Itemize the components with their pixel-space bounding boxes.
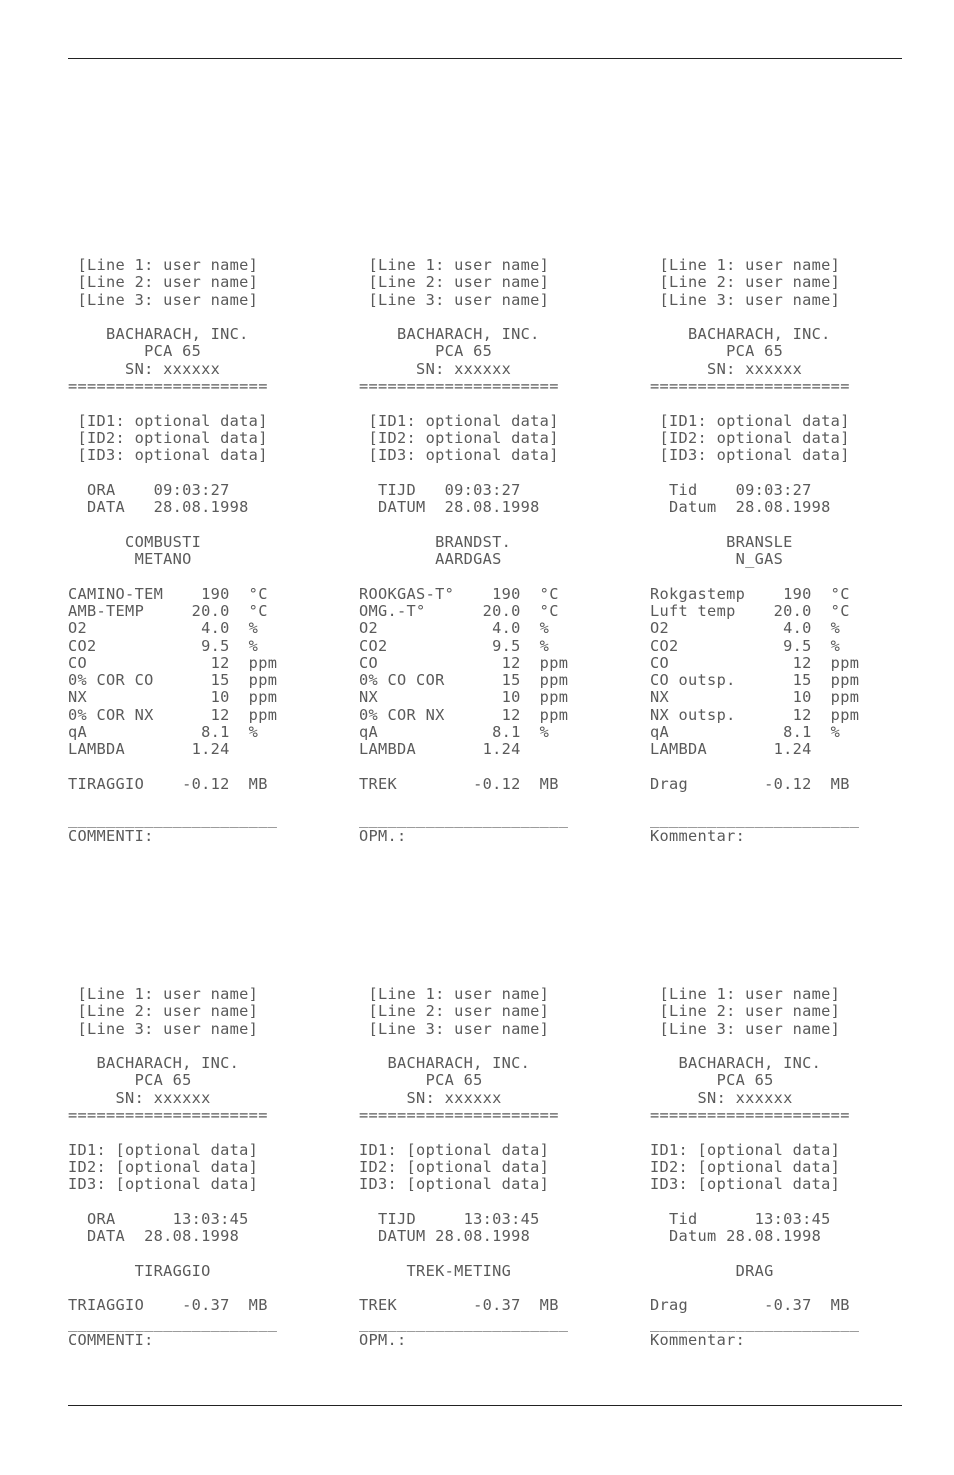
printout-line: LAMBDA 1.24 (359, 740, 521, 759)
printout-line: [ID3: optional data] (68, 446, 268, 465)
printout-line: N_GAS (650, 550, 784, 569)
printout-line: [ID3: optional data] (359, 446, 559, 465)
printout-line (68, 1194, 318, 1211)
printout-line: ______________________ (68, 809, 278, 828)
printout-line: CO 12 ppm (68, 653, 278, 672)
printout-line: ______________________ (359, 1313, 569, 1332)
printout-norwegian-combustion (650, 257, 900, 845)
printout-line (359, 1280, 609, 1297)
printout-line (68, 1038, 318, 1055)
printout-line: DATUM 28.08.1998 (359, 498, 540, 517)
printout-line: [Line 2: user name] (650, 273, 841, 292)
printout-line: ID1: [optional data] (359, 1140, 550, 1159)
printout-line: DATA 28.08.1998 (68, 1227, 240, 1246)
printout-line: METANO (68, 550, 192, 569)
printout-line: CO outsp. 15 ppm (650, 671, 860, 690)
printout-line: TREK -0.12 MB (359, 774, 559, 793)
printout-line: DRAG (650, 1261, 774, 1280)
printout-line: Datum 28.08.1998 (650, 498, 831, 517)
printout-line: Tid 09:03:27 (650, 480, 812, 499)
printout-line: NX outsp. 12 ppm (650, 705, 860, 724)
printout-line (68, 759, 318, 776)
printout-line: PCA 65 (68, 1071, 192, 1090)
printout-line: ===================== (650, 1106, 850, 1125)
printout-line: CO2 9.5 % (359, 636, 550, 655)
printout-line: CO 12 ppm (359, 653, 569, 672)
printout-line (359, 395, 609, 412)
printout-line: Kommentar: (650, 1330, 746, 1349)
printout-line: [Line 2: user name] (68, 1002, 259, 1021)
printout-line: CO2 9.5 % (650, 636, 841, 655)
printout-line: ID2: [optional data] (68, 1157, 259, 1176)
printout-line (650, 793, 900, 810)
printout-line: LAMBDA 1.24 (68, 740, 230, 759)
printout-line: OMG.-T° 20.0 °C (359, 601, 559, 620)
printout-italian-draft (68, 986, 318, 1349)
printout-line (359, 793, 609, 810)
printout-line: ===================== (68, 1106, 268, 1125)
printout-line (359, 465, 609, 482)
printout-line: [Line 3: user name] (68, 1019, 259, 1038)
printout-dutch-combustion (359, 257, 609, 845)
printout-line (68, 309, 318, 326)
printout-line: [ID2: optional data] (650, 428, 850, 447)
printout-line: TIRAGGIO -0.12 MB (68, 774, 268, 793)
printout-line: NX 10 ppm (650, 688, 860, 707)
printout-line: CAMINO-TEM 190 °C (68, 584, 268, 603)
printout-line: [ID2: optional data] (359, 428, 559, 447)
printout-line: BACHARACH, INC. (359, 325, 540, 344)
printout-line: 0% COR CO 15 ppm (68, 671, 278, 690)
printout-line (650, 395, 900, 412)
printout-line: ORA 09:03:27 (68, 480, 230, 499)
printout-line: ===================== (68, 377, 268, 396)
printout-line: ID1: [optional data] (650, 1140, 841, 1159)
printout-line (359, 1124, 609, 1141)
printout-line: TRIAGGIO -0.37 MB (68, 1296, 268, 1315)
printout-line: OPM.: (359, 1330, 407, 1349)
printout-line (650, 516, 900, 533)
printout-line: COMMENTI: (68, 826, 154, 845)
printout-line: [Line 2: user name] (650, 1002, 841, 1021)
printout-line: [Line 3: user name] (68, 290, 259, 309)
printout-line: [Line 2: user name] (359, 273, 550, 292)
printout-line: [Line 1: user name] (68, 985, 259, 1003)
printout-line (359, 568, 609, 585)
printout-line (68, 568, 318, 585)
printout-line: [Line 3: user name] (650, 290, 841, 309)
printout-line: SN: xxxxxx (68, 359, 221, 378)
printout-line: ===================== (359, 377, 559, 396)
printout-line: ______________________ (359, 809, 569, 828)
printout-line: ID2: [optional data] (650, 1157, 841, 1176)
printout-line (359, 309, 609, 326)
printout-line: BACHARACH, INC. (359, 1054, 531, 1073)
printout-line (359, 759, 609, 776)
printout-line: CO 12 ppm (650, 653, 860, 672)
printout-line: PCA 65 (359, 342, 493, 361)
printout-line: NX 10 ppm (68, 688, 278, 707)
printout-line: ORA 13:03:45 (68, 1209, 249, 1228)
printout-line: BRANDST. (359, 532, 512, 551)
printout-line: Tid 13:03:45 (650, 1209, 831, 1228)
printout-line: ===================== (650, 377, 850, 396)
printout-line: [Line 2: user name] (68, 273, 259, 292)
printout-line: BACHARACH, INC. (68, 1054, 240, 1073)
printout-line: BACHARACH, INC. (650, 325, 831, 344)
printout-line: ID1: [optional data] (68, 1140, 259, 1159)
footer-rule (68, 1405, 902, 1406)
printout-line (650, 1124, 900, 1141)
printout-line: SN: xxxxxx (359, 359, 512, 378)
printout-line: ______________________ (650, 809, 860, 828)
printout-line: COMBUSTI (68, 532, 202, 551)
printout-line: PCA 65 (650, 1071, 774, 1090)
printout-italian-combustion (68, 257, 318, 845)
printout-line (650, 1245, 900, 1262)
printout-line: [ID2: optional data] (68, 428, 268, 447)
printout-line: TIJD 13:03:45 (359, 1209, 540, 1228)
printout-line: TIRAGGIO (68, 1261, 211, 1280)
printout-line: [Line 3: user name] (359, 290, 550, 309)
header-rule (68, 58, 902, 59)
printout-line: qA 8.1 % (359, 723, 550, 742)
printout-line (650, 309, 900, 326)
printout-line: Drag -0.12 MB (650, 774, 850, 793)
printout-line: [Line 1: user name] (650, 985, 841, 1003)
printout-line: qA 8.1 % (68, 723, 259, 742)
printout-line: TREK-METING (359, 1261, 512, 1280)
printout-line: 0% CO COR 15 ppm (359, 671, 569, 690)
printout-norwegian-draft (650, 986, 900, 1349)
printout-line: [ID1: optional data] (68, 411, 268, 430)
printout-line (650, 568, 900, 585)
printout-line: 0% COR NX 12 ppm (359, 705, 569, 724)
printout-line: [ID3: optional data] (650, 446, 850, 465)
printout-line: Rokgastemp 190 °C (650, 584, 850, 603)
printout-line (68, 1280, 318, 1297)
printout-line (68, 1124, 318, 1141)
printout-line: CO2 9.5 % (68, 636, 259, 655)
printout-line (650, 1194, 900, 1211)
printout-line: ______________________ (68, 1313, 278, 1332)
printout-line: [Line 1: user name] (359, 985, 550, 1003)
printout-line: SN: xxxxxx (68, 1088, 211, 1107)
printout-line: [Line 3: user name] (650, 1019, 841, 1038)
printout-line: AMB-TEMP 20.0 °C (68, 601, 268, 620)
printout-line (359, 1245, 609, 1262)
printout-line: ===================== (359, 1106, 559, 1125)
printout-line: PCA 65 (68, 342, 202, 361)
printout-line: BRANSLE (650, 532, 793, 551)
printout-dutch-draft (359, 986, 609, 1349)
printout-line (650, 1280, 900, 1297)
printout-line: SN: xxxxxx (650, 1088, 793, 1107)
printout-line (650, 465, 900, 482)
printout-line: [Line 1: user name] (68, 256, 259, 274)
printout-line: ID3: [optional data] (359, 1175, 550, 1194)
printout-line: TREK -0.37 MB (359, 1296, 559, 1315)
printout-line: AARDGAS (359, 550, 502, 569)
printout-line: [ID1: optional data] (650, 411, 850, 430)
printout-line: ID3: [optional data] (68, 1175, 259, 1194)
printout-line (650, 1038, 900, 1055)
printout-line: Kommentar: (650, 826, 746, 845)
printout-line (359, 516, 609, 533)
printout-line: [Line 1: user name] (650, 256, 841, 274)
printout-line: NX 10 ppm (359, 688, 569, 707)
printout-line: ______________________ (650, 1313, 860, 1332)
printout-line (68, 465, 318, 482)
printout-line: O2 4.0 % (359, 619, 550, 638)
printout-line: DATA 28.08.1998 (68, 498, 249, 517)
printout-line: ROOKGAS-T° 190 °C (359, 584, 559, 603)
printout-line (359, 1038, 609, 1055)
printout-line: BACHARACH, INC. (650, 1054, 822, 1073)
printout-line: [Line 2: user name] (359, 1002, 550, 1021)
printout-line: qA 8.1 % (650, 723, 841, 742)
printout-line: 0% COR NX 12 ppm (68, 705, 278, 724)
printout-line: SN: xxxxxx (359, 1088, 502, 1107)
printout-line (68, 395, 318, 412)
printout-line: PCA 65 (359, 1071, 483, 1090)
printout-line (359, 1194, 609, 1211)
printout-line (650, 759, 900, 776)
printout-line: LAMBDA 1.24 (650, 740, 812, 759)
printout-line: Datum 28.08.1998 (650, 1227, 822, 1246)
printout-line: TIJD 09:03:27 (359, 480, 521, 499)
printout-line: [Line 3: user name] (359, 1019, 550, 1038)
printout-line: COMMENTI: (68, 1330, 154, 1349)
printout-line: BACHARACH, INC. (68, 325, 249, 344)
printout-line (68, 793, 318, 810)
printout-line: [ID1: optional data] (359, 411, 559, 430)
printout-line: ID3: [optional data] (650, 1175, 841, 1194)
printout-line: Drag -0.37 MB (650, 1296, 850, 1315)
printout-line (68, 516, 318, 533)
printout-line: OPM.: (359, 826, 407, 845)
printout-line: [Line 1: user name] (359, 256, 550, 274)
printout-line: DATUM 28.08.1998 (359, 1227, 531, 1246)
printout-line (68, 1245, 318, 1262)
printout-line: PCA 65 (650, 342, 784, 361)
printout-line: Luft temp 20.0 °C (650, 601, 850, 620)
printout-line: O2 4.0 % (68, 619, 259, 638)
printout-line: SN: xxxxxx (650, 359, 803, 378)
printout-line: O2 4.0 % (650, 619, 841, 638)
printout-line: ID2: [optional data] (359, 1157, 550, 1176)
